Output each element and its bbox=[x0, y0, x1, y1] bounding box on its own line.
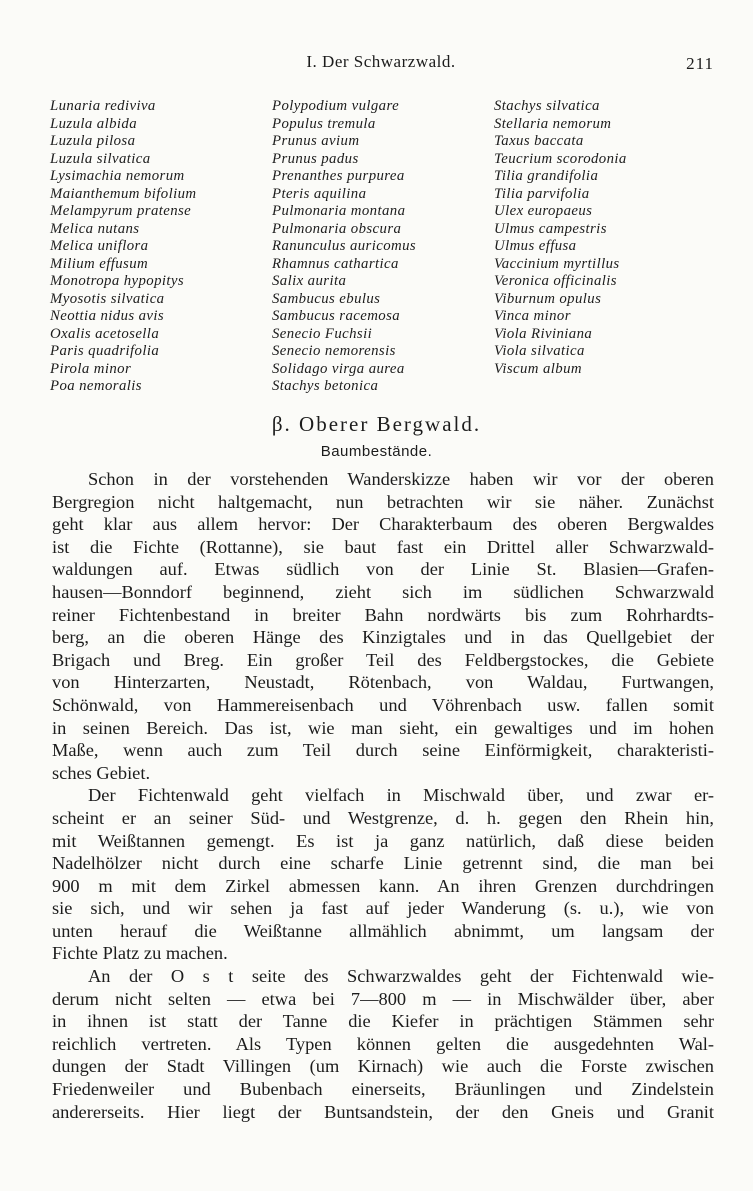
species-name: Senecio Fuchsii bbox=[272, 325, 373, 342]
species-name: Tilia parvifolia bbox=[494, 185, 590, 202]
species-name: Pteris aquilina bbox=[272, 185, 367, 202]
text-line: sie sich, und wir sehen ja fast auf jeder Wanderung (s. u.), wie von bbox=[52, 898, 714, 919]
species-name: Ulex europaeus bbox=[494, 203, 593, 219]
species-name: Ranunculus auricomus bbox=[272, 238, 417, 254]
species-column-2 bbox=[272, 98, 494, 396]
text-line: Friedenweiler und Bubenbach einerseits, Bräunlingen und Zindelstein bbox=[52, 1079, 714, 1100]
text-line: scheint er an seiner Süd- und Westgrenze, d. h. gegen den Rhein hin, bbox=[52, 807, 714, 828]
text-line: reiner Fichtenbestand in breiter Bahn nordwärts bis zum Rohrhardts- bbox=[52, 604, 714, 625]
text-line: in ihnen ist statt der Tanne die Kiefer in prächtigen Stämmen sehr bbox=[52, 1011, 714, 1032]
species-name: Populus tremula bbox=[272, 115, 376, 132]
species-name: Lysimachia nemorum bbox=[50, 168, 185, 184]
page-number: 211 bbox=[686, 54, 714, 73]
text-line: Nadelhölzer nicht durch eine scharfe Linie getrennt sind, die man bei bbox=[52, 853, 714, 874]
species-name: Luzula pilosa bbox=[50, 133, 136, 149]
species-name: Stellaria nemorum bbox=[494, 115, 612, 132]
species-name: Sambucus racemosa bbox=[272, 308, 401, 324]
text-line: andererseits. Hier liegt der Buntsandstein, der den Gneis und Granit bbox=[52, 1101, 714, 1122]
text-line: ist die Fichte (Rottanne), sie baut fast ein Drittel aller Schwarzwald- bbox=[52, 536, 714, 557]
species-list bbox=[50, 98, 714, 396]
text-line: Der Fichtenwald geht vielfach in Mischwald über, und zwar er- bbox=[88, 785, 714, 806]
species-name: Ulmus effusa bbox=[494, 238, 577, 254]
species-name: Viola Riviniana bbox=[494, 325, 593, 342]
species-name: Maianthemum bifolium bbox=[50, 185, 197, 202]
text-line: sches Gebiet. bbox=[52, 762, 151, 783]
text-line: Bergregion nicht haltgemacht, nun betrachten wir sie näher. Zunächst bbox=[52, 491, 714, 512]
body-text bbox=[52, 468, 714, 1123]
section-heading: β. Oberer Bergwald. bbox=[271, 412, 482, 436]
section-subheading: Baumbestände. bbox=[320, 443, 433, 460]
text-line: Fichte Platz zu machen. bbox=[52, 943, 228, 964]
species-column-1 bbox=[50, 98, 272, 396]
species-name: Polypodium vulgare bbox=[272, 98, 400, 114]
text-line: An der O s t seite des Schwarzwaldes geht der Fichtenwald wie- bbox=[88, 966, 714, 987]
species-name: Pulmonaria obscura bbox=[272, 220, 402, 237]
species-name: Luzula albida bbox=[50, 115, 138, 132]
species-name: Ulmus campestris bbox=[494, 220, 607, 237]
text-line: geht klar aus allem hervor: Der Charakterbaum des oberen Bergwaldes bbox=[52, 514, 714, 535]
species-name: Salix aurita bbox=[272, 273, 347, 289]
text-line: 900 m mit dem Zirkel abmessen kann. An ihren Grenzen durchdringen bbox=[52, 875, 714, 896]
species-name: Rhamnus cathartica bbox=[272, 255, 399, 272]
text-line: Schönwald, von Hammereisenbach und Vöhrenbach usw. fallen somit bbox=[52, 694, 714, 715]
species-name: Vinca minor bbox=[494, 308, 571, 324]
species-name: Lunaria rediviva bbox=[50, 98, 156, 114]
species-name: Monotropa hypopitys bbox=[50, 273, 185, 289]
text-line: derum nicht selten — etwa bei 7—800 m — in Mischwälder über, aber bbox=[52, 988, 714, 1009]
species-name: Myosotis silvatica bbox=[50, 290, 165, 307]
text-line: Schon in der vorstehenden Wanderskizze haben wir vor der oberen bbox=[88, 469, 714, 489]
species-name: Stachys silvatica bbox=[494, 98, 600, 114]
species-name: Senecio nemorensis bbox=[272, 343, 396, 359]
species-name: Viola silvatica bbox=[494, 343, 585, 359]
text-line: Brigach und Breg. Ein großer Teil des Feldbergstockes, die Gebiete bbox=[52, 649, 714, 670]
text-line: in seinen Bereich. Das ist, wie man sieht, ein gewaltiges und im hohen bbox=[52, 717, 714, 738]
text-line: dungen der Stadt Villingen (um Kirnach) wie auch die Forste zwischen bbox=[52, 1056, 714, 1077]
species-name: Poa nemoralis bbox=[50, 378, 142, 394]
species-name: Pulmonaria montana bbox=[272, 203, 406, 219]
species-name: Prunus padus bbox=[272, 150, 359, 167]
species-name: Stachys betonica bbox=[272, 378, 379, 394]
species-name: Oxalis acetosella bbox=[50, 325, 160, 342]
species-name: Sambucus ebulus bbox=[272, 290, 381, 307]
species-name: Viscum album bbox=[494, 360, 582, 377]
species-name: Tilia grandifolia bbox=[494, 168, 599, 184]
text-line: waldungen auf. Etwas südlich von der Linie St. Blasien—Grafen- bbox=[52, 559, 714, 580]
species-column-3 bbox=[494, 98, 714, 396]
species-name: Taxus baccata bbox=[494, 133, 584, 149]
species-name: Pirola minor bbox=[50, 360, 132, 377]
text-line: unten herauf die Weißtanne allmählich abnimmt, um langsam der bbox=[52, 920, 714, 941]
species-name: Luzula silvatica bbox=[50, 150, 151, 167]
text-line: berg, an die oberen Hänge des Kinzigtales und in das Quellgebiet der bbox=[52, 627, 714, 648]
species-name: Neottia nidus avis bbox=[50, 308, 165, 324]
species-name: Prunus avium bbox=[272, 133, 360, 149]
species-name: Solidago virga aurea bbox=[272, 360, 405, 377]
species-name: Prenanthes purpurea bbox=[272, 168, 405, 184]
species-name: Vaccinium myrtillus bbox=[494, 255, 620, 272]
species-name: Paris quadrifolia bbox=[50, 343, 160, 359]
text-line: Maße, wenn auch zum Teil durch seine Einförmigkeit, charakteristi- bbox=[52, 740, 714, 761]
text-line: hausen—Bonndorf beginnend, zieht sich im südlichen Schwarzwald bbox=[52, 581, 714, 602]
text-line: von Hinterzarten, Neustadt, Rötenbach, von Waldau, Furtwangen, bbox=[52, 672, 714, 693]
species-name: Melica uniflora bbox=[50, 238, 149, 254]
species-name: Melica nutans bbox=[50, 220, 140, 237]
running-title: I. Der Schwarzwald. bbox=[306, 52, 456, 71]
species-name: Viburnum opulus bbox=[494, 290, 602, 307]
species-name: Veronica officinalis bbox=[494, 273, 617, 289]
species-name: Melampyrum pratense bbox=[50, 203, 192, 219]
species-name: Teucrium scorodonia bbox=[494, 150, 627, 167]
species-name: Milium effusum bbox=[50, 255, 149, 272]
text-line: mit Weißtannen gemengt. Es ist ja ganz natürlich, daß diese beiden bbox=[52, 830, 714, 851]
text-line: reichlich vertreten. Als Typen können gelten die ausgedehnten Wal- bbox=[52, 1033, 714, 1054]
page-header bbox=[48, 52, 714, 80]
